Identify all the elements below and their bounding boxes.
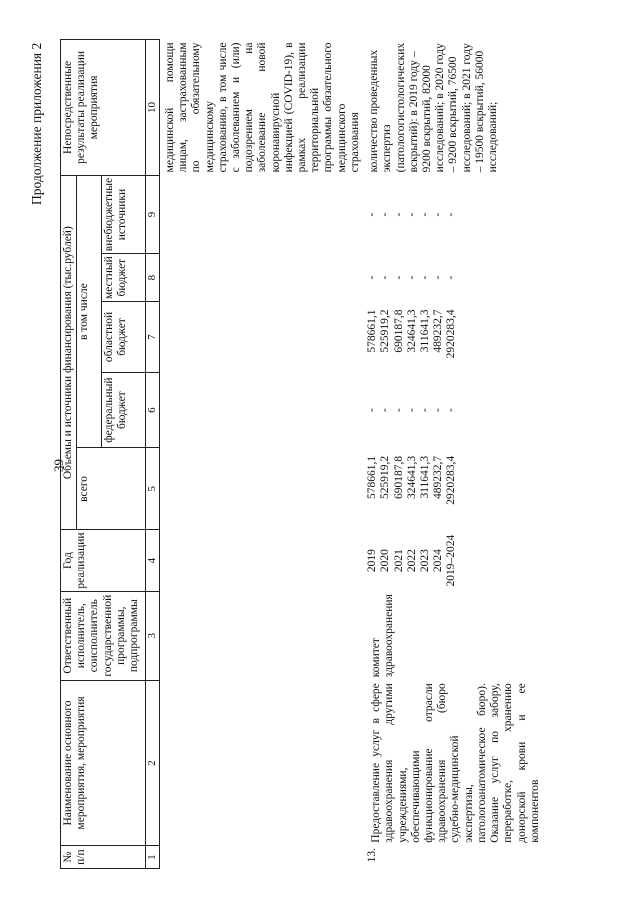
list-value: - xyxy=(392,212,405,217)
list-value: - xyxy=(445,275,458,280)
list-value: - xyxy=(366,275,379,280)
list-value: 690187,8 xyxy=(392,455,405,499)
extra-list xyxy=(366,175,546,253)
list-value: - xyxy=(379,275,392,280)
header-num: № п/п xyxy=(61,846,146,869)
header-year: Год реализации xyxy=(61,530,146,591)
list-value: - xyxy=(432,212,445,217)
list-value: 311641,3 xyxy=(419,455,432,499)
header-local: местный бюджет xyxy=(101,254,146,302)
list-value: 2019 xyxy=(366,549,379,573)
list-value: - xyxy=(366,212,379,217)
list-value: 690187,8 xyxy=(392,309,405,353)
funding-table xyxy=(60,39,546,869)
list-value: 2021 xyxy=(392,549,405,573)
list-value: 578661,1 xyxy=(366,455,379,499)
carryover-result-text: медицинской помощи лицам, застрахованным по обязательному медицинскому страхованию, в том числе с заболеванием и (или) подозрением на заболевание новой коронавирусной инфекцией (COVID-19), в рамках реализации территориальной программы обязательного медицинского страхования xyxy=(163,42,361,173)
table-row xyxy=(366,40,546,869)
list-value: - xyxy=(379,408,392,413)
list-value: - xyxy=(445,408,458,413)
total-list xyxy=(366,448,546,530)
col-number: 5 xyxy=(146,448,160,530)
list-value: 489232,7 xyxy=(432,455,445,499)
list-value: 2019–2024 xyxy=(445,534,458,587)
list-value: - xyxy=(445,212,458,217)
list-value: 489232,7 xyxy=(432,309,445,353)
list-value: - xyxy=(392,408,405,413)
list-value: - xyxy=(392,275,405,280)
page-number: 39 xyxy=(51,459,66,472)
header-federal: федеральный бюджет xyxy=(101,372,146,447)
list-value: 525919,2 xyxy=(379,455,392,499)
list-value: 324641,3 xyxy=(405,455,418,499)
header-extra: внебюджетные источники xyxy=(101,175,146,253)
col-number: 7 xyxy=(146,302,160,373)
table-body xyxy=(159,40,546,869)
list-value: 324641,3 xyxy=(405,309,418,353)
federal-list xyxy=(366,372,546,447)
col-number: 4 xyxy=(146,530,160,591)
header-regional: областной бюджет xyxy=(101,302,146,373)
list-value: 2023 xyxy=(419,549,432,573)
col-number: 8 xyxy=(146,254,160,302)
list-value: 578661,1 xyxy=(366,309,379,353)
list-value: - xyxy=(419,275,432,280)
list-value: - xyxy=(405,212,418,217)
col-number: 2 xyxy=(146,680,160,846)
header-name: Наименование основного мероприятия, мероприятия xyxy=(61,680,146,846)
list-value: - xyxy=(405,408,418,413)
list-value: - xyxy=(366,408,379,413)
appendix-subtitle: Продолжение приложения 2 xyxy=(29,42,44,205)
list-value: 525919,2 xyxy=(379,309,392,353)
row-name: Предоставление услуг в сфере здравоохранения другими учреждениями, обеспечивающими функционирование отрасли здравоохранения (бюро судебно-медицинской экспертизы, патологоанатомическое бюро). Оказание услуг по забору, переработке, хранению донорской крови и ее компонентов xyxy=(370,683,541,843)
col-number: 3 xyxy=(146,591,160,680)
header-funding: Объемы и источники финансирования (тыс.рублей) xyxy=(61,175,77,530)
col-number: 9 xyxy=(146,175,160,253)
local-list xyxy=(366,254,546,302)
carryover-row xyxy=(159,40,366,869)
list-value: - xyxy=(419,212,432,217)
col-number: 1 xyxy=(146,846,160,869)
list-value: 2920283,4 xyxy=(445,309,458,359)
list-value: 2022 xyxy=(405,549,418,573)
list-value: - xyxy=(379,212,392,217)
regional-list xyxy=(366,302,546,373)
row-executor: комитет здравоохранения xyxy=(370,594,396,678)
list-value: - xyxy=(432,408,445,413)
header-total: всего xyxy=(77,448,146,530)
table-header xyxy=(61,40,160,869)
list-value: - xyxy=(432,275,445,280)
row-number: 13. xyxy=(366,847,379,863)
row-results: количество проведенных экспертиз (патологогистологических вскрытий): в 2019 году – 9200 вскрытий, 82000 исследований; в 2020 году – 9200 вскрытий, 76500 исследований; в 2021 году – 19500 вскрытий, 56000 исследований; xyxy=(368,42,500,173)
list-value: 311641,3 xyxy=(419,309,432,353)
column-numbers-row xyxy=(146,40,160,869)
col-number: 10 xyxy=(146,40,160,176)
header-incl: в том числе xyxy=(77,175,102,447)
list-value: 2920283,4 xyxy=(445,455,458,505)
years-list xyxy=(366,530,546,591)
list-value: - xyxy=(405,275,418,280)
header-executor: Ответственный исполнитель, соисполнитель государственной программы, подпрограммы xyxy=(61,591,146,680)
list-value: 2020 xyxy=(379,549,392,573)
list-value: 2024 xyxy=(432,549,445,573)
list-value: - xyxy=(419,408,432,413)
header-results: Непосредственные результаты реализации мероприятия xyxy=(61,40,146,176)
col-number: 6 xyxy=(146,372,160,447)
